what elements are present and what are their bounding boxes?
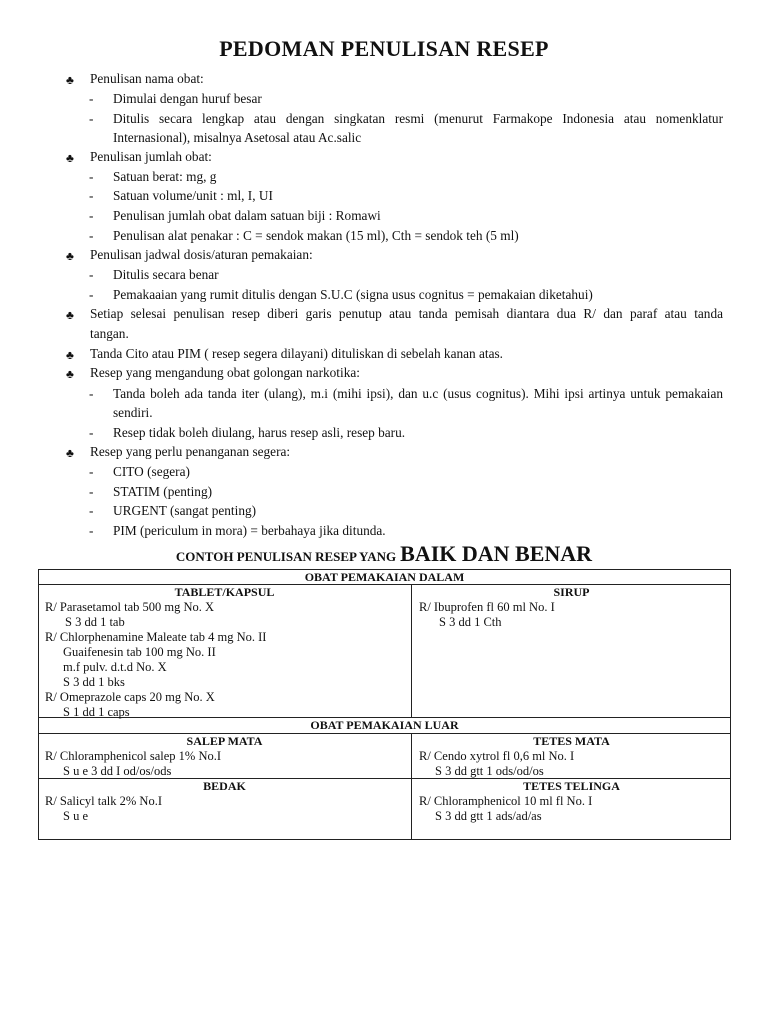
table-cell-line: R/ Chloramphenicol salep 1% No.I	[45, 749, 222, 763]
table-section-header: OBAT PEMAKAIAN DALAM	[304, 570, 465, 584]
club-bullet-icon: ♣	[66, 367, 74, 381]
example-heading-small: CONTOH PENULISAN RESEP YANG	[175, 549, 397, 564]
table-cell-line: S u e 3 dd I od/os/ods	[63, 764, 172, 778]
list-item: Resep tidak boleh diulang, harus resep asli, resep baru.	[113, 425, 406, 440]
section-heading: Penulisan jumlah obat:	[90, 149, 212, 164]
club-bullet-icon: ♣	[66, 446, 74, 460]
list-item: Ditulis secara lengkap atau dengan singkatan resmi (menurut Farmakope Indonesia atau nomenklatur	[113, 111, 723, 126]
list-item: PIM (periculum in mora) = berbahaya jika ditunda.	[113, 523, 386, 538]
list-item-continuation: Internasional), misalnya Asetosal atau Ac.salic	[113, 130, 362, 145]
section-heading: Setiap selesai penulisan resep diberi garis penutup atau tanda pemisah diantara dua R/ dan paraf atau tanda	[90, 306, 723, 321]
club-bullet-icon: ♣	[66, 151, 74, 165]
list-item: Penulisan alat penakar : C = sendok makan (15 ml), Cth = sendok teh (5 ml)	[113, 228, 519, 243]
dash-marker: -	[89, 464, 94, 479]
dash-marker: -	[89, 484, 94, 499]
table-column-divider	[411, 584, 412, 717]
list-item: Dimulai dengan huruf besar	[113, 91, 262, 106]
table-column-header: TETES TELINGA	[523, 779, 620, 793]
list-item: Tanda boleh ada tanda iter (ulang), m.i (mihi ipsi), dan u.c (usus cognitus). Mihi ipsi artinya untuk pemakaian	[113, 386, 723, 401]
dash-marker: -	[89, 503, 94, 518]
table-cell-line: R/ Chlorphenamine Maleate tab 4 mg No. II	[45, 630, 267, 644]
dash-marker: -	[89, 287, 94, 302]
list-item: URGENT (sangat penting)	[113, 503, 257, 518]
list-item: Ditulis secara benar	[113, 267, 219, 282]
club-bullet-icon: ♣	[66, 73, 74, 87]
dash-marker: -	[89, 208, 94, 223]
dash-marker: -	[89, 188, 94, 203]
list-item-continuation: sendiri.	[113, 405, 153, 420]
table-cell-line: S 3 dd gtt 1 ads/ad/as	[435, 809, 542, 823]
table-column-header: TETES MATA	[533, 734, 610, 748]
example-heading	[0, 541, 768, 567]
section-heading-continuation: tangan.	[90, 326, 129, 341]
section-heading: Penulisan jadwal dosis/aturan pemakaian:	[90, 247, 313, 262]
table-cell-line: Guaifenesin tab 100 mg No. II	[63, 645, 216, 659]
table-cell-line: S 3 dd 1 bks	[63, 675, 125, 689]
list-item: Pemakaaian yang rumit ditulis dengan S.U.C (signa usus cognitus = pemakaian diketahui)	[113, 287, 593, 302]
club-bullet-icon: ♣	[66, 348, 74, 362]
dash-marker: -	[89, 169, 94, 184]
list-item: STATIM (penting)	[113, 484, 213, 499]
dash-marker: -	[89, 111, 94, 126]
example-heading-big: BAIK DAN BENAR	[400, 541, 593, 566]
section-heading: Resep yang mengandung obat golongan narkotika:	[90, 365, 360, 380]
table-cell-line: R/ Parasetamol tab 500 mg No. X	[45, 600, 215, 614]
table-cell-line: R/ Ibuprofen fl 60 ml No. I	[419, 600, 555, 614]
table-column-header: SALEP MATA	[186, 734, 263, 748]
table-cell-line: m.f pulv. d.t.d No. X	[63, 660, 167, 674]
table-cell-line: R/ Omeprazole caps 20 mg No. X	[45, 690, 215, 704]
dash-marker: -	[89, 523, 94, 538]
section-heading: Resep yang perlu penanganan segera:	[90, 444, 291, 459]
table-column-header: SIRUP	[553, 585, 590, 599]
list-item: Satuan berat: mg, g	[113, 169, 217, 184]
page-title: PEDOMAN PENULISAN RESEP	[219, 36, 549, 61]
dash-marker: -	[89, 425, 94, 440]
table-cell-line: R/ Salicyl talk 2% No.I	[45, 794, 162, 808]
dash-marker: -	[89, 386, 94, 401]
table-cell-line: S 1 dd 1 caps	[63, 705, 130, 719]
table-cell-line: R/ Chloramphenicol 10 ml fl No. I	[419, 794, 593, 808]
table-cell-line: S 3 dd 1 tab	[65, 615, 125, 629]
table-cell-line: S u e	[63, 809, 88, 823]
table-cell-line: R/ Cendo xytrol fl 0,6 ml No. I	[419, 749, 575, 763]
list-item: CITO (segera)	[113, 464, 190, 479]
list-item: Satuan volume/unit : ml, I, UI	[113, 188, 273, 203]
section-heading: Penulisan nama obat:	[90, 71, 204, 86]
club-bullet-icon: ♣	[66, 249, 74, 263]
list-item: Penulisan jumlah obat dalam satuan biji : Romawi	[113, 208, 381, 223]
dash-marker: -	[89, 267, 94, 282]
table-cell-line: S 3 dd gtt 1 ods/od/os	[435, 764, 544, 778]
table-cell-line: S 3 dd 1 Cth	[439, 615, 502, 629]
table-section-header: OBAT PEMAKAIAN LUAR	[310, 718, 459, 732]
dash-marker: -	[89, 91, 94, 106]
table-column-header: BEDAK	[203, 779, 246, 793]
dash-marker: -	[89, 228, 94, 243]
section-heading: Tanda Cito atau PIM ( resep segera dilayani) dituliskan di sebelah kanan atas.	[90, 346, 503, 361]
table-column-header: TABLET/KAPSUL	[174, 585, 275, 599]
club-bullet-icon: ♣	[66, 308, 74, 322]
